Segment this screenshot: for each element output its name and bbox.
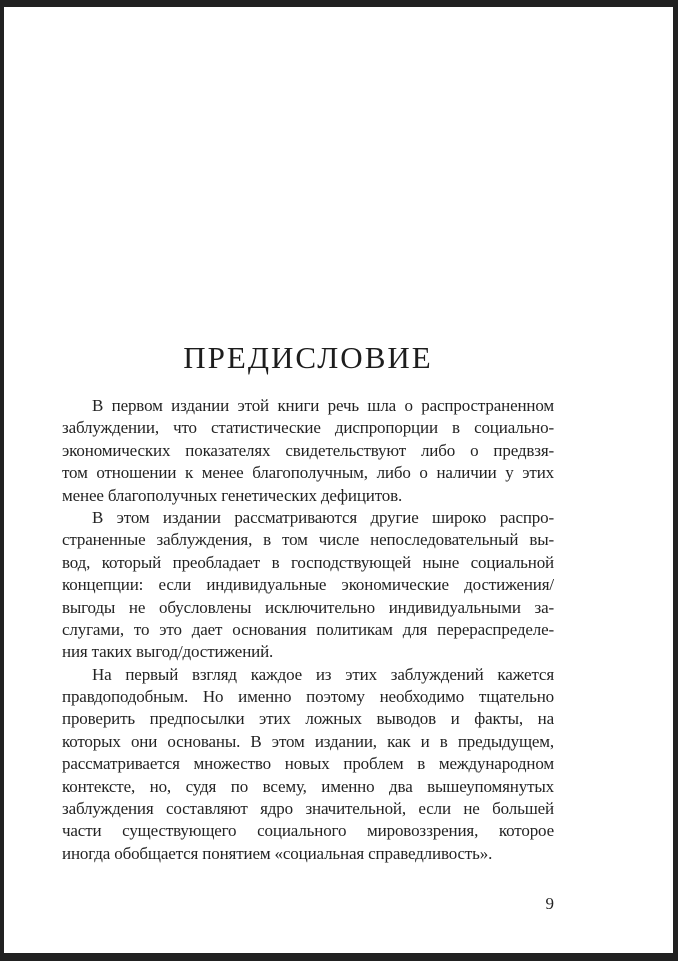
- text-line: вод, который преобладает в господствующей ныне социальной: [62, 552, 554, 572]
- paragraph: [62, 507, 554, 664]
- page-number: 9: [545, 894, 554, 913]
- chapter-title: ПРЕДИСЛОВИЕ: [183, 340, 433, 375]
- text-line: иногда обобщается понятием «социальная справедливость».: [62, 843, 493, 863]
- text-line: слугами, то это дает основания политикам для перераспределе-: [62, 619, 554, 639]
- text-line: ния таких выгод/достижений.: [62, 642, 274, 662]
- paragraph: [62, 664, 554, 866]
- text-line: страненные заблуждения, в том числе непоследовательный вы-: [62, 530, 554, 550]
- text-line: На первый взгляд каждое из этих заблуждений кажется: [92, 664, 554, 684]
- text-line: экономических показателях свидетельствуют либо о предвзя-: [62, 440, 554, 460]
- text-line: концепции: если индивидуальные экономические достижения/: [62, 575, 554, 595]
- text-line: В этом издании рассматриваются другие широко распро-: [92, 507, 554, 527]
- text-line: рассматривается множество новых проблем в международном: [62, 754, 554, 774]
- text-line: контексте, но, судя по всему, именно два вышеупомянутых: [62, 776, 554, 796]
- text-line: выгоды не обусловлены исключительно индивидуальными за-: [62, 597, 554, 617]
- text-line: В первом издании этой книги речь шла о распространенном: [92, 396, 554, 415]
- text-line: том отношении к менее благополучным, либо о наличии у этих: [62, 463, 554, 483]
- text-line: правдоподобным. Но именно поэтому необходимо тщательно: [62, 687, 554, 707]
- text-line: части существующего социального мировоззрения, которое: [62, 821, 554, 841]
- text-block: [62, 395, 554, 865]
- text-line: менее благополучных генетических дефицитов.: [62, 485, 403, 505]
- text-line: заблуждения составляют ядро значительной, если не большей: [62, 799, 554, 819]
- text-line: которых они основаны. В этом издании, как и в предыдущем,: [62, 731, 554, 751]
- text-line: заблуждении, что статистические диспропорции в социально-: [62, 418, 554, 438]
- book-page: [4, 7, 673, 953]
- paragraph: [62, 395, 554, 507]
- text-line: проверить предпосылки этих ложных выводов и факты, на: [62, 709, 554, 729]
